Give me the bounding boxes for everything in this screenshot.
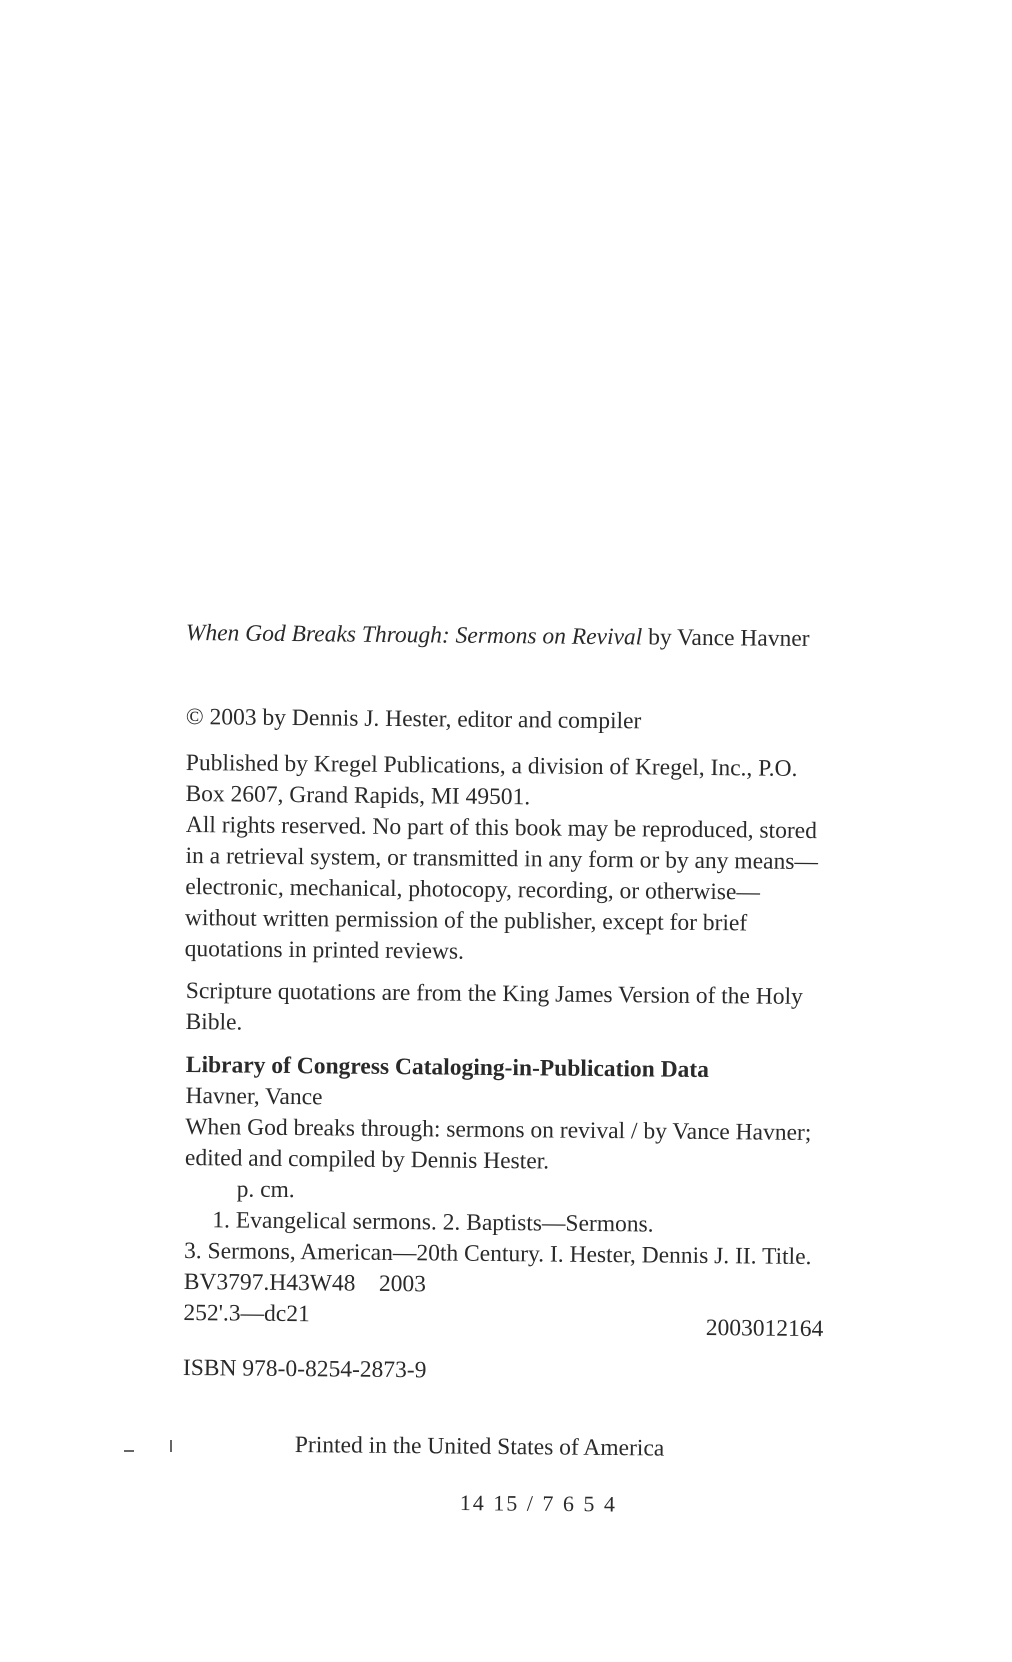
- scan-speck: [124, 1450, 134, 1452]
- cip-title-statement: When God breaks through: sermons on revival / by Vance Havner; edited and compiled by Dennis Hester.: [184, 1113, 812, 1175]
- cip-dewey: 252'.3—dc21: [183, 1299, 310, 1328]
- cip-heading: Library of Congress Cataloging-in-Publication Data: [185, 1051, 710, 1084]
- publisher-paragraph: [185, 748, 826, 816]
- isbn: ISBN 978-0-8254-2873-9: [182, 1354, 427, 1384]
- cip-lccn: 2003012164: [705, 1315, 824, 1343]
- scan-speck: [170, 1440, 172, 1452]
- copyright-notice: © 2003 by Dennis J. Hester, editor and compiler: [185, 703, 642, 735]
- scripture-paragraph: [185, 976, 826, 1044]
- rights-paragraph: [185, 810, 826, 971]
- copyright-paragraph: [186, 702, 826, 739]
- cip-block: [183, 1050, 826, 1390]
- book-title: When God Breaks Through: Sermons on Revival: [185, 619, 643, 651]
- print-line: 14 15 / 7 6 5 4: [459, 1490, 618, 1517]
- printed-in: Printed in the United States of America: [294, 1432, 665, 1462]
- book-title-line: [186, 618, 826, 655]
- publisher-info: Published by Kregel Publications, a division of Kregel, Inc., P.O. Box 2607, Grand Rapids, MI 49501.: [185, 749, 798, 811]
- rights-statement: All rights reserved. No part of this book may be reproduced, stored in a retrieval system, or transmitted in any form or by any means—electronic, mechanical, photocopy, recording, or otherwise—without written permission of the publisher, except for brief quotations in printed reviews.: [184, 811, 819, 965]
- cip-subjects-1: 1. Evangelical sermons. 2. Baptists—Sermons.: [212, 1207, 654, 1238]
- cip-dewey-row: [183, 1298, 823, 1345]
- cip-lc-class: BV3797.H43W48 2003: [183, 1268, 427, 1298]
- cip-subjects-2: 3. Sermons, American—20th Century. I. Hester, Dennis J. II. Title.: [183, 1237, 812, 1271]
- title-paragraph: [186, 618, 826, 655]
- scripture-note: Scripture quotations are from the King James Version of the Holy Bible.: [185, 977, 803, 1036]
- book-author: by Vance Havner: [642, 624, 810, 652]
- cip-physical: p. cm.: [236, 1176, 295, 1204]
- cip-author: Havner, Vance: [185, 1082, 323, 1111]
